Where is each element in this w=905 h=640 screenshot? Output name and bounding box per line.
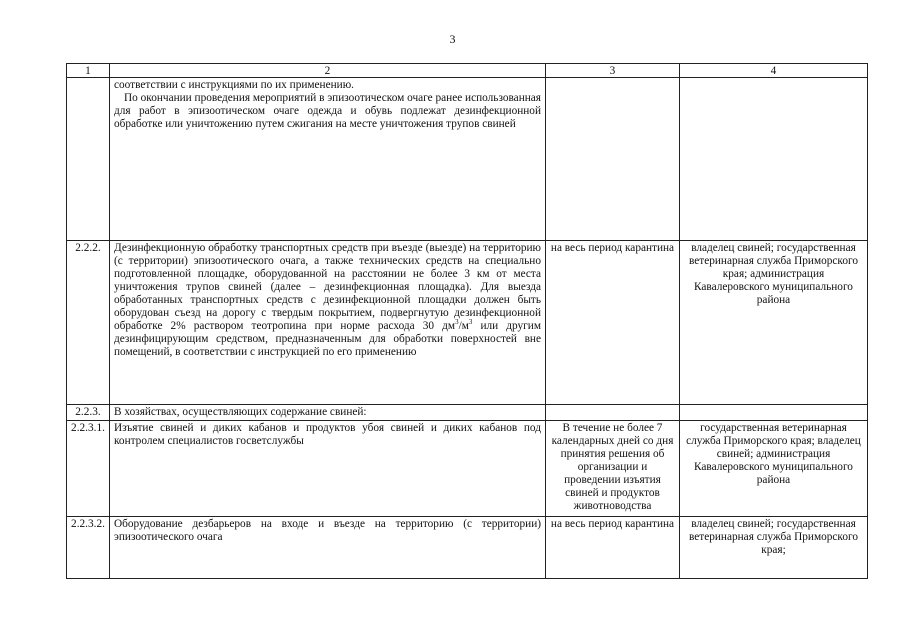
term-cell [546,405,680,421]
measure-text-paragraph: соответствии с инструкциями по их применению. [114,79,354,91]
table-row [67,241,868,405]
measure-text [110,241,546,405]
responsible-cell: владелец свиней; государственная ветеринарная служба Приморского края; администрация Кавалеровского муниципального района [680,241,868,405]
column-header-3: 3 [546,64,680,78]
table-row [67,421,868,517]
term-cell: В течение не более 7 календарных дней со дня принятия решения об организации и проведении изъятия свиней и продуктов животноводства [546,421,680,517]
term-cell: на весь период карантина [546,517,680,579]
page-number: 3 [449,32,456,46]
superscript: 3 [455,318,459,327]
responsible-cell [680,405,868,421]
responsible-cell: владелец свиней; государственная ветеринарная служба Приморского края; [680,517,868,579]
measure-text-part: Дезинфекционную обработку транспортных средств при въезде (выезде) на территорию (с территории) эпизоотического очага, а также технических средств на специально подготовленной площадке, оборудованной на расстоянии не более 3 км от места уничтожения трупов свиней (далее – дезинфекционная площадка). Для выезда обработанных транспортных средств с дезинфекционной площадки должен быть оборудован съезд на дорогу с твердым покрытием, подвергнутую дезинфекционной обработке 2% раствором теотропина при норме расхода 30 дм [114,242,541,332]
measure-text [110,78,546,241]
table-row [67,405,868,421]
measure-text: Изъятие свиней и диких кабанов и продуктов убоя свиней и диких кабанов под контролем специалистов госветслужбы [110,421,546,517]
measure-text: В хозяйствах, осуществляющих содержание свиней: [110,405,546,421]
table-row [67,78,868,241]
row-number: 2.2.3. [67,405,110,421]
measure-text-paragraph: По окончании проведения мероприятий в эпизоотическом очаге ранее использованная для работ в эпизоотическом очаге одежда и обувь подлежат дезинфекционной обработке или уничтожению путем сжигания на месте уничтожения трупов свиней [114,92,541,130]
row-number: 2.2.3.2. [67,517,110,579]
measure-text: Оборудование дезбарьеров на входе и въезде на территорию (с территории) эпизоотического очага [110,517,546,579]
responsible-cell [680,78,868,241]
table-header-row [67,64,868,78]
row-number: 2.2.3.1. [67,421,110,517]
measures-table [66,63,868,579]
column-header-2: 2 [110,64,546,78]
table-row [67,517,868,579]
column-header-4: 4 [680,64,868,78]
measure-text-part: или другим дезинфицирующим средством, предназначенным для обработки поверхностей вне помещений, в соответствии с инструкцией по его применению [114,320,541,358]
row-number: 2.2.2. [67,241,110,405]
term-cell [546,78,680,241]
column-header-1: 1 [67,64,110,78]
responsible-cell: государственная ветеринарная служба Приморского края; владелец свиней; администрация Кавалеровского муниципального района [680,421,868,517]
superscript: 3 [468,318,473,327]
measure-text-part: /м [458,320,469,332]
term-cell: на весь период карантина [546,241,680,405]
row-number [67,78,110,241]
